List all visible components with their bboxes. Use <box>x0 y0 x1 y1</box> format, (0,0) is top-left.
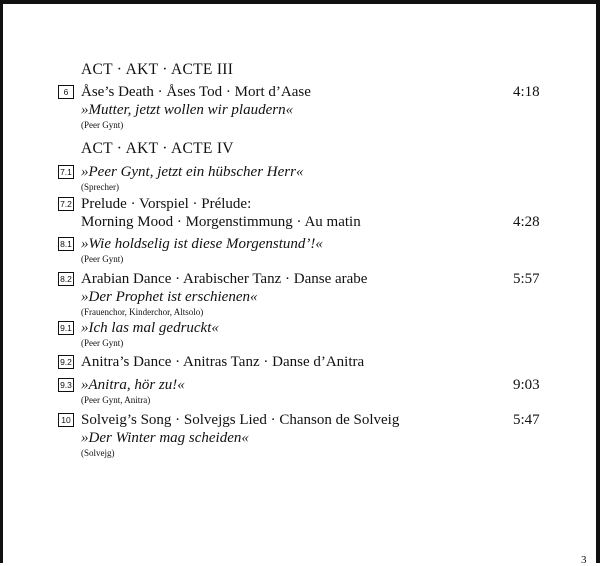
track-duration: 5:57 <box>513 271 540 287</box>
track-title: Solveig’s Song · Solvejgs Lied · Chanson de Solveig <box>81 412 400 428</box>
track-title: Morning Mood · Morgenstimmung · Au matin <box>81 214 361 230</box>
track-duration: 4:18 <box>513 84 540 100</box>
track-subtitle: »Anitra, hör zu!« <box>81 377 185 393</box>
track-number-box: 7.2 <box>58 197 74 211</box>
act-heading: ACT · AKT · ACTE III <box>81 61 234 78</box>
track-subtitle: »Mutter, jetzt wollen wir plaudern« <box>81 102 294 118</box>
track-duration: 9:03 <box>513 377 540 393</box>
track-title: Arabian Dance · Arabischer Tanz · Danse arabe <box>81 271 368 287</box>
track-number-box: 9.2 <box>58 355 74 369</box>
page-number: 3 <box>581 554 587 566</box>
track-number-box: 9.1 <box>58 321 74 335</box>
act-heading: ACT · AKT · ACTE IV <box>81 140 234 157</box>
track-title: Prelude · Vorspiel · Prélude: <box>81 196 252 212</box>
track-subtitle: »Der Prophet ist erschienen« <box>81 289 258 305</box>
track-title: Åse’s Death · Åses Tod · Mort d’Aase <box>81 84 311 100</box>
track-number-box: 9.3 <box>58 378 74 392</box>
track-cast: (Sprecher) <box>81 182 119 192</box>
track-cast: (Peer Gynt) <box>81 120 124 130</box>
track-subtitle: »Der Winter mag scheiden« <box>81 430 249 446</box>
track-number-box: 8.2 <box>58 272 74 286</box>
track-subtitle: »Wie holdselig ist diese Morgenstund’!« <box>81 236 323 252</box>
track-subtitle: »Ich las mal gedruckt« <box>81 320 219 336</box>
track-cast: (Solvejg) <box>81 448 115 458</box>
track-number-box: 7.1 <box>58 165 74 179</box>
track-cast: (Peer Gynt) <box>81 254 124 264</box>
track-duration: 4:28 <box>513 214 540 230</box>
track-cast: (Peer Gynt) <box>81 338 124 348</box>
track-duration: 5:47 <box>513 412 540 428</box>
track-subtitle: »Peer Gynt, jetzt ein hübscher Herr« <box>81 164 304 180</box>
track-cast: (Peer Gynt, Anitra) <box>81 395 151 405</box>
track-number-box: 8.1 <box>58 237 74 251</box>
track-title: Anitra’s Dance · Anitras Tanz · Danse d’Anitra <box>81 354 365 370</box>
track-number-box: 6 <box>58 85 74 99</box>
track-cast: (Frauenchor, Kinderchor, Altsolo) <box>81 307 204 317</box>
track-number-box: 10 <box>58 413 74 427</box>
